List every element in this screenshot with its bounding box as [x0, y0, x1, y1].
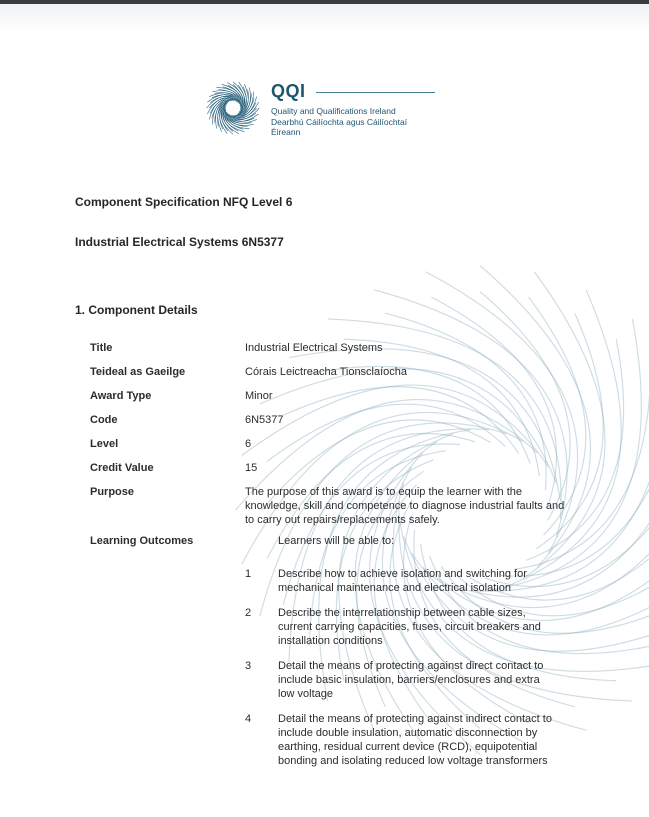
outcome-number: 1: [245, 568, 252, 580]
row-value: 15: [245, 462, 258, 474]
outcome-text: Describe how to achieve isolation and switching for mechanical maintenance and electrical isolation: [278, 568, 527, 594]
table-row-title: [90, 341, 615, 355]
component-details-table: [90, 341, 615, 789]
learning-outcome-item: [245, 567, 567, 595]
qqi-acronym: QQI: [271, 81, 306, 101]
learning-outcomes-column: [245, 534, 567, 779]
row-label: Purpose: [90, 486, 135, 498]
logo-tagline-english: Quality and Qualifications Ireland: [271, 106, 396, 116]
row-label: Teideal as Gaeilge: [90, 366, 186, 378]
row-label: Code: [90, 414, 118, 426]
row-value: Minor: [245, 390, 273, 402]
row-value: The purpose of this award is to equip the learner with the knowledge, skill and competence to diagnose industrial faults and to carry out repairs/replacements safely.: [245, 486, 565, 526]
row-label: Credit Value: [90, 462, 154, 474]
row-label: Learning Outcomes: [90, 535, 194, 547]
row-label: Level: [90, 438, 119, 450]
table-row-learning-outcomes: [90, 534, 615, 779]
row-label: Award Type: [90, 390, 152, 402]
logo-tagline-irish: Dearbhú Cáilíochta agus Cáilíochtaí Éireann: [271, 116, 408, 137]
outcome-number: 3: [245, 660, 252, 672]
qqi-logo: [204, 80, 435, 138]
learning-outcome-item: [245, 606, 567, 648]
qqi-spiral-icon: [204, 80, 262, 136]
outcome-text: Describe the interrelationship between cable sizes, current carrying capacities, fuses, circuit breakers and installation conditions: [278, 607, 541, 647]
section-heading-component-details: 1. Component Details: [75, 303, 198, 317]
row-label: Title: [90, 342, 113, 354]
doc-title-award: Industrial Electrical Systems 6N5377: [75, 235, 284, 249]
table-row-purpose: [90, 485, 615, 527]
logo-top-row: [271, 82, 435, 100]
table-row-award-type: [90, 389, 615, 403]
logo-rule: [316, 92, 435, 93]
row-value: 6: [245, 438, 252, 450]
outcome-text: Detail the means of protecting against direct contact to include basic insulation, barriers/enclosures and extra low voltage: [278, 660, 544, 700]
row-value: 6N5377: [245, 414, 284, 426]
learning-outcome-item: [245, 659, 567, 701]
table-row-credit-value: [90, 461, 615, 475]
outcome-number: 2: [245, 607, 252, 619]
page-top-shadow: [0, 4, 649, 30]
learning-outcome-item: [245, 712, 567, 768]
row-value: Industrial Electrical Systems: [245, 342, 383, 354]
table-row-code: [90, 413, 615, 427]
outcome-number: 4: [245, 713, 252, 725]
row-value: Córais Leictreacha Tionsclaíocha: [245, 366, 408, 378]
logo-text-block: [271, 80, 435, 138]
outcome-text: Detail the means of protecting against indirect contact to include double insulation, automatic disconnection by earthing, residual current device (RCD), equipotential bonding and isolating reduced low voltage transformers: [278, 713, 552, 767]
table-row-teideal: [90, 365, 615, 379]
doc-title-specification: Component Specification NFQ Level 6: [75, 195, 293, 209]
table-row-level: [90, 437, 615, 451]
learning-outcomes-intro: Learners will be able to:: [278, 535, 395, 547]
